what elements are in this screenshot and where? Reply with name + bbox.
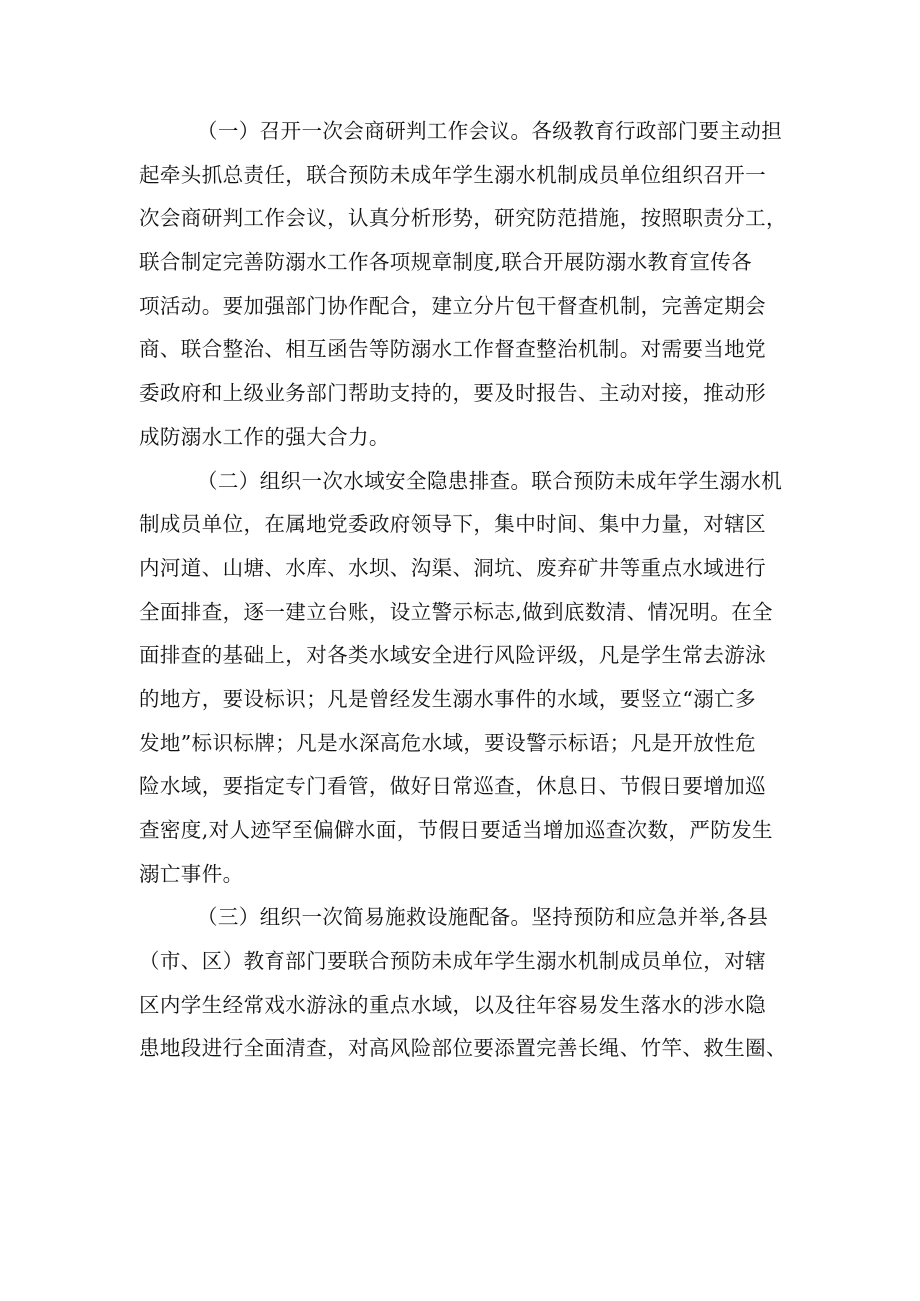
text-line: 委政府和上级业务部门帮助支持的，要及时报告、主动对接，推动形 bbox=[139, 381, 766, 406]
text-line: 险水域，要指定专门看管，做好日常巡查，休息日、节假日要增加巡 bbox=[139, 774, 766, 799]
text-line: 起牵头抓总责任，联合预防未成年学生溺水机制成员单位组织召开一 bbox=[139, 162, 766, 187]
text-line: （二）组织一次水域安全隐患排查。联合预防未成年学生溺水机 bbox=[197, 468, 783, 493]
text-line: 溺亡事件。 bbox=[139, 861, 244, 886]
text-line: 患地段进行全面清查，对高风险部位要添置完善长绳、竹竿、救生圈、 bbox=[139, 1036, 787, 1061]
text-line: 项活动。要加强部门协作配合，建立分片包干督查机制，完善定期会 bbox=[139, 293, 766, 318]
text-line: 内河道、山塘、水库、水坝、沟渠、洞坑、废弃矿井等重点水域进行 bbox=[139, 555, 766, 580]
text-line: 发地”标识标牌；凡是水深高危水域，要设警示标语；凡是开放性危 bbox=[139, 730, 756, 755]
text-line: 全面排查，逐一建立台账，设立警示标志,做到底数清、情况明。在全 bbox=[139, 599, 773, 624]
document-body bbox=[139, 110, 809, 1071]
paragraph-3 bbox=[139, 896, 809, 1071]
text-line: （三）组织一次简易施救设施配备。坚持预防和应急并举,各县 bbox=[197, 905, 769, 930]
text-line: 制成员单位，在属地党委政府领导下，集中时间、集中力量，对辖区 bbox=[139, 512, 766, 537]
text-line: 商、联合整治、相互函告等防溺水工作督查整治机制。对需要当地党 bbox=[139, 337, 766, 362]
text-line: 区内学生经常戏水游泳的重点水域，以及往年容易发生落水的涉水隐 bbox=[139, 992, 766, 1017]
text-line: 成防溺水工作的强大合力。 bbox=[139, 424, 390, 449]
text-line: （市、区）教育部门要联合预防未成年学生溺水机制成员单位，对辖 bbox=[139, 949, 766, 974]
text-line: 的地方，要设标识；凡是曾经发生溺水事件的水域，要竖立“溺亡多 bbox=[139, 686, 756, 711]
text-line: 面排查的基础上，对各类水域安全进行风险评级，凡是学生常去游泳 bbox=[139, 643, 766, 668]
paragraph-1 bbox=[139, 110, 809, 460]
text-line: （一）召开一次会商研判工作会议。各级教育行政部门要主动担 bbox=[197, 119, 783, 143]
text-line: 查密度,对人迹罕至偏僻水面，节假日要适当增加巡查次数，严防发生 bbox=[139, 818, 773, 842]
paragraph-2 bbox=[139, 460, 809, 897]
text-line: 次会商研判工作会议，认真分析形势，研究防范措施，按照职责分工， bbox=[139, 206, 787, 231]
text-line: 联合制定完善防溺水工作各项规章制度,联合开展防溺水教育宣传各 bbox=[139, 250, 753, 275]
